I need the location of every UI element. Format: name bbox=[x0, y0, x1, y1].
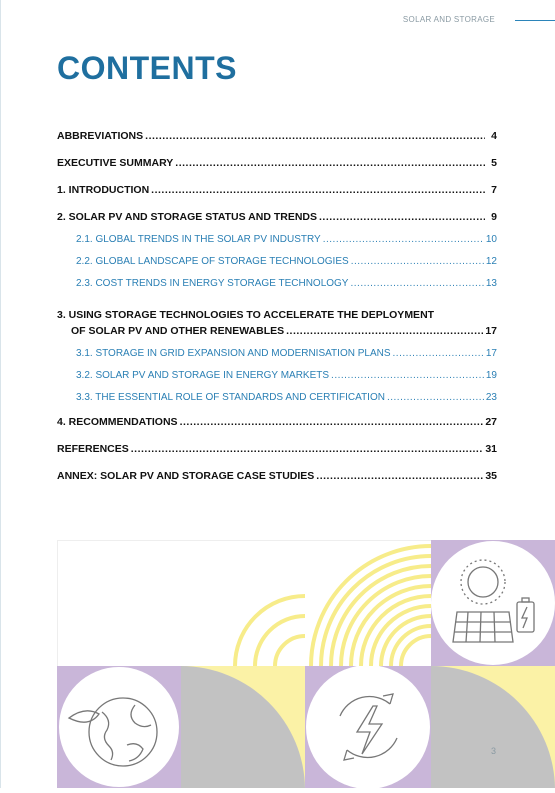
toc-leader bbox=[145, 130, 485, 143]
toc-page: 31 bbox=[485, 443, 497, 455]
toc-entry-executive-summary[interactable] bbox=[57, 157, 497, 170]
toc-page: 4 bbox=[491, 130, 497, 142]
toc-leader bbox=[393, 347, 484, 360]
toc-label: 2. SOLAR PV AND STORAGE STATUS AND TRENDS bbox=[57, 211, 317, 223]
toc-label: 1. INTRODUCTION bbox=[57, 184, 150, 196]
decorative-illustration bbox=[57, 540, 555, 788]
toc-page: 13 bbox=[485, 278, 497, 289]
toc-page: 7 bbox=[491, 184, 497, 196]
toc-label: ABBREVIATIONS bbox=[57, 130, 144, 142]
toc-subentry-2-2[interactable] bbox=[57, 255, 497, 268]
toc-leader bbox=[151, 184, 485, 197]
toc-subentry-3-1[interactable] bbox=[57, 347, 497, 360]
toc-leader bbox=[387, 391, 484, 404]
page-number: 3 bbox=[491, 746, 497, 756]
toc-entry-recommendations[interactable] bbox=[57, 416, 497, 429]
toc-page: 19 bbox=[485, 370, 497, 381]
toc-page: 12 bbox=[485, 256, 497, 267]
toc-label: 3.2. SOLAR PV AND STORAGE IN ENERGY MARKETS bbox=[76, 370, 330, 381]
toc-leader bbox=[319, 211, 485, 224]
toc-entry-introduction[interactable] bbox=[57, 184, 497, 197]
toc-leader bbox=[350, 277, 483, 290]
toc-subentry-3-2[interactable] bbox=[57, 369, 497, 382]
toc-label: 3.1. STORAGE IN GRID EXPANSION AND MODERNISATION PLANS bbox=[76, 348, 391, 359]
toc-leader bbox=[351, 255, 484, 268]
toc-label: EXECUTIVE SUMMARY bbox=[57, 157, 174, 169]
toc-entry-abbreviations[interactable] bbox=[57, 130, 497, 143]
toc-label: 2.1. GLOBAL TRENDS IN THE SOLAR PV INDUSTRY bbox=[76, 234, 321, 245]
toc-entry-annex[interactable] bbox=[57, 470, 497, 483]
toc-page: 17 bbox=[485, 325, 497, 337]
toc-label-line1: 3. USING STORAGE TECHNOLOGIES TO ACCELERATE THE DEPLOYMENT bbox=[57, 309, 435, 321]
toc-subentry-3-3[interactable] bbox=[57, 391, 497, 404]
toc-leader bbox=[286, 325, 483, 338]
toc-page: 10 bbox=[485, 234, 497, 245]
toc-leader bbox=[175, 157, 485, 170]
toc-label: 4. RECOMMENDATIONS bbox=[57, 416, 178, 428]
toc-label: REFERENCES bbox=[57, 443, 129, 455]
toc-entry-section-2[interactable] bbox=[57, 211, 497, 224]
running-header: SOLAR AND STORAGE bbox=[402, 15, 495, 24]
toc-page: 17 bbox=[485, 348, 497, 359]
toc-label: ANNEX: SOLAR PV AND STORAGE CASE STUDIES bbox=[57, 470, 315, 482]
toc-subentry-2-1[interactable] bbox=[57, 233, 497, 246]
page-title: CONTENTS bbox=[57, 50, 237, 86]
toc-leader bbox=[180, 416, 484, 429]
toc-page: 9 bbox=[491, 211, 497, 223]
toc-label: 2.3. COST TRENDS IN ENERGY STORAGE TECHNOLOGY bbox=[76, 278, 349, 289]
toc-page: 23 bbox=[485, 392, 497, 403]
toc-subentry-2-3[interactable] bbox=[57, 277, 497, 290]
toc-label: 3.3. THE ESSENTIAL ROLE OF STANDARDS AND CERTIFICATION bbox=[76, 392, 385, 403]
toc-page: 27 bbox=[485, 416, 497, 428]
table-of-contents bbox=[57, 130, 497, 483]
toc-entry-section-3[interactable] bbox=[57, 309, 497, 338]
toc-leader bbox=[131, 443, 484, 456]
toc-leader bbox=[331, 369, 484, 382]
toc-entry-references[interactable] bbox=[57, 443, 497, 456]
page-edge-rule bbox=[0, 0, 1, 788]
toc-page: 35 bbox=[485, 470, 497, 482]
toc-leader bbox=[323, 233, 484, 246]
toc-label-line2: OF SOLAR PV AND OTHER RENEWABLES bbox=[71, 325, 285, 337]
toc-page: 5 bbox=[491, 157, 497, 169]
toc-leader bbox=[316, 470, 483, 483]
toc-label: 2.2. GLOBAL LANDSCAPE OF STORAGE TECHNOLOGIES bbox=[76, 256, 349, 267]
header-rule bbox=[515, 20, 555, 21]
